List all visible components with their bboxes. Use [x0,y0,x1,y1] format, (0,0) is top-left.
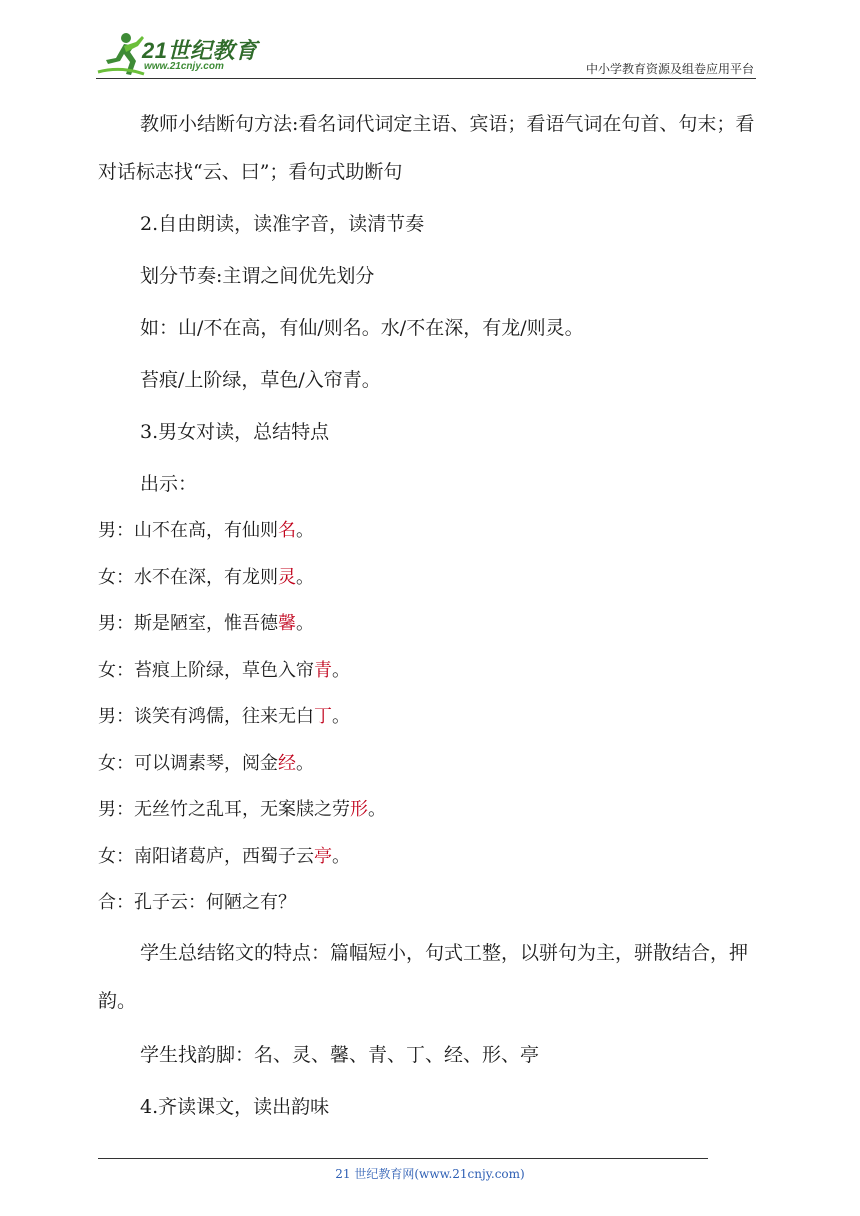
dialogue-line [56,787,768,834]
step-4-title: 4.齐读课文，读出韵味 [140,1095,330,1118]
dialogue-end: 。 [332,706,350,727]
platform-name: 中小学教育资源及组卷应用平台 [585,62,754,76]
rhyme-word: 名 [278,520,296,541]
dialogue-end: 。 [296,752,314,774]
dialogue-end: 。 [368,799,386,820]
rhyme-word: 青 [314,659,332,681]
dialogue-line [56,741,768,788]
dialogue-text: 女：可以调素琴，阅金 [98,752,278,774]
rhythm-example-2: 苔痕/上阶绿，草色/入帘青。 [140,369,381,391]
show-label: 出示： [140,473,198,495]
runner-logo-icon [96,30,146,78]
site-logo[interactable] [96,30,266,78]
rhyme-word: 经 [278,752,296,774]
dialogue-line [56,694,768,741]
dialogue-end: 。 [296,613,314,634]
rhyme-word: 丁 [314,706,332,727]
footer-link[interactable]: 21 世纪教育网(www.21cnjy.com) [335,1167,525,1181]
dialogue-text: 女：苔痕上阶绿，草色入帘 [98,659,314,681]
teacher-summary: 教师小结断句方法:看名词代词定主语、宾语；看语气词在句首、句末；看对话标志找“云、曰”；看句式助断句 [98,113,755,183]
dialogue-end: 。 [332,659,350,681]
rhyme-feet: 学生找韵脚：名、灵、馨、青、丁、经、形、亭 [140,1043,540,1066]
dialogue-text: 男：斯是陋室，惟吾德 [98,613,278,634]
footer-divider [98,1158,708,1159]
document-body [98,100,768,1131]
rhyme-word: 灵 [278,566,296,588]
dialogue-line [56,880,768,927]
dialogue-line [56,648,768,695]
dialogue-text: 男：谈笑有鸿儒，往来无白 [98,706,314,727]
student-summary: 学生总结铭文的特点：篇幅短小，句式工整，以骈句为主，骈散结合，押韵。 [98,941,749,1012]
logo-url: www.21cnjy.com [144,61,224,72]
rhythm-rule: 划分节奏:主谓之间优先划分 [140,265,375,287]
rhyme-word: 亭 [314,845,332,867]
step-2-title: 2.自由朗读，读准字音，读清节奏 [140,213,425,235]
header-divider [96,78,756,79]
dialogue-text: 男：山不在高，有仙则 [98,520,278,541]
dialogue-line [56,834,768,881]
dialogue-text: 男：无丝竹之乱耳，无案牍之劳 [98,799,350,820]
dialogue-end: 。 [296,566,314,588]
logo-wordmark: 21世纪教育 [142,38,258,63]
dialogue-text: 女：水不在深，有龙则 [98,566,278,588]
dialogue-line [56,601,768,648]
dialogue-text: 女：南阳诸葛庐，西蜀子云 [98,845,314,867]
dialogue-line [56,508,768,555]
rhyme-word: 形 [350,799,368,820]
rhyme-word: 馨 [278,613,296,634]
dialogue-list [56,508,768,927]
dialogue-line [56,555,768,602]
dialogue-end: 。 [332,845,350,867]
page-header [96,30,756,80]
dialogue-text: 合：孔子云：何陋之有？ [98,892,296,913]
step-3-title: 3.男女对读，总结特点 [140,421,330,443]
dialogue-end: 。 [296,520,314,541]
rhythm-example-1: 如：山/不在高，有仙/则名。水/不在深，有龙/则灵。 [140,317,584,339]
